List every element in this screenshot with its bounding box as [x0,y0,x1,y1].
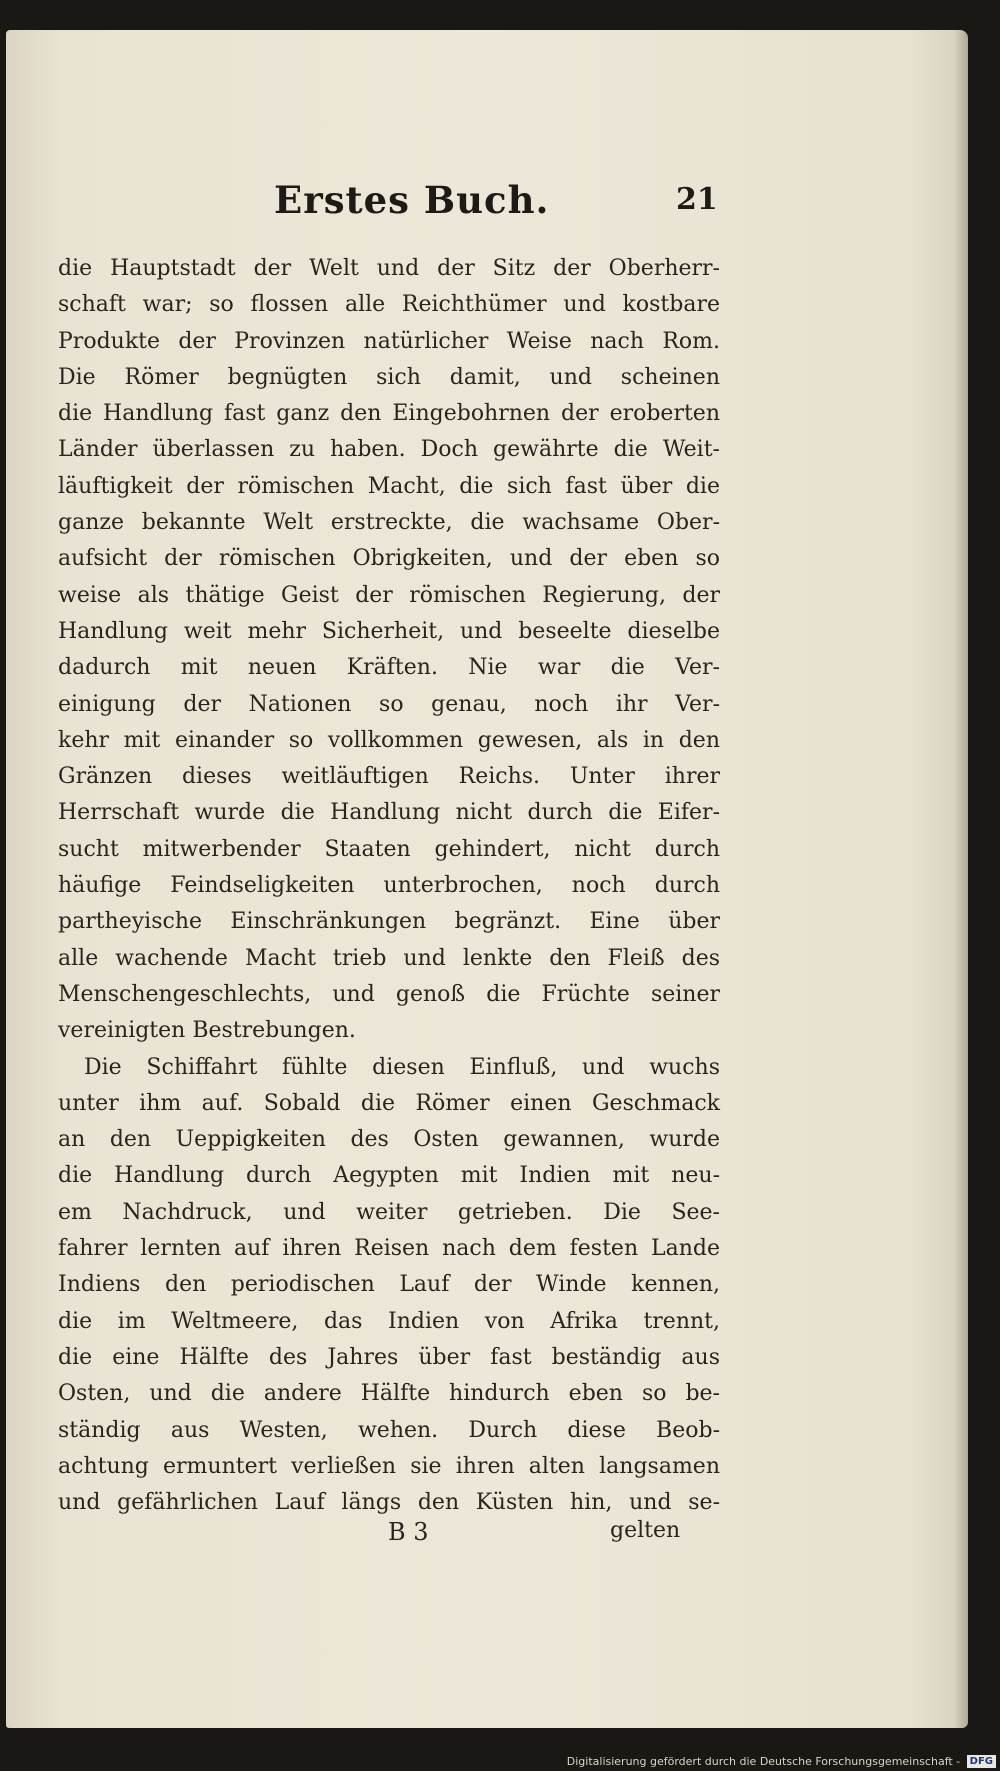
text-line: kehr mit einander so vollkommen gewesen, als in den [58,727,720,753]
text-line: schaft war; so flossen alle Reichthümer und kostbare [58,292,720,318]
page-edge-shadow [954,30,968,1728]
text-line: Herrschaft wurde die Handlung nicht durch die Eifer- [58,800,720,826]
text-line: ganze bekannte Welt erstreckte, die wachsame Ober- [58,510,720,536]
text-line: läuftigkeit der römischen Macht, die sich fast über die [58,473,720,499]
text-line: achtung ermuntert verließen sie ihren alten langsamen [58,1453,720,1479]
text-line: Handlung weit mehr Sicherheit, und beseelte dieselbe [58,618,720,644]
text-line: ständig aus Westen, wehen. Durch diese Beob- [58,1417,720,1443]
text-line: häufige Feindseligkeiten unterbrochen, noch durch [58,873,720,899]
page-footer [6,1518,968,1554]
text-line: alle wachende Macht trieb und lenkte den Fleiß des [58,945,720,971]
text-line: die Handlung fast ganz den Eingebohrnen der eroberten [58,401,720,427]
text-line: Die Schiffahrt fühlte diesen Einfluß, und wuchs [84,1054,720,1080]
text-line: Indiens den periodischen Lauf der Winde kennen, [58,1272,720,1298]
text-line: Menschengeschlechts, und genoß die Früchte seiner [58,981,720,1007]
catchword: gelten [610,1518,681,1543]
page-number: 21 [676,182,718,217]
running-title: Erstes Buch. [274,178,550,222]
text-line: die Hauptstadt der Welt und der Sitz der Oberherr- [58,256,720,281]
text-line: fahrer lernten auf ihren Reisen nach dem festen Lande [58,1236,720,1262]
running-head [6,178,968,228]
text-line: die Handlung durch Aegypten mit Indien mit neu- [58,1163,720,1189]
text-line: die eine Hälfte des Jahres über fast beständig aus [58,1344,720,1370]
signature-mark: B 3 [388,1518,429,1546]
text-line: Gränzen dieses weitläuftigen Reichs. Unter ihrer [58,764,720,790]
text-line: dadurch mit neuen Kräften. Nie war die Ver- [58,655,720,681]
text-line: einigung der Nationen so genau, noch ihr Ver- [58,691,720,717]
text-line: und gefährlichen Lauf längs den Küsten hin, und se- [58,1490,720,1516]
text-line: Produkte der Provinzen natürlicher Weise nach Rom. [58,328,720,354]
text-line: sucht mitwerbender Staaten gehindert, nicht durch [58,836,720,862]
body-text [58,251,720,1521]
text-line: vereinigten Bestrebungen. [58,1018,356,1044]
text-line: em Nachdruck, und weiter getrieben. Die See- [58,1199,720,1225]
text-line: unter ihm auf. Sobald die Römer einen Geschmack [58,1090,720,1116]
book-page [6,30,968,1728]
text-line: partheyische Einschränkungen begränzt. Eine über [58,909,720,935]
text-line: die im Weltmeere, das Indien von Afrika trennt, [58,1308,720,1334]
text-line: aufsicht der römischen Obrigkeiten, und der eben so [58,546,720,572]
text-line: Die Römer begnügten sich damit, und scheinen [58,364,720,390]
credit-text: Digitalisierung gefördert durch die Deutsche Forschungsgemeinschaft - [566,1754,961,1768]
text-line: Länder überlassen zu haben. Doch gewährte die Weit- [58,437,720,463]
text-line: an den Ueppigkeiten des Osten gewannen, wurde [58,1127,720,1153]
digitization-credit [567,1755,996,1769]
text-line: weise als thätige Geist der römischen Regierung, der [58,582,720,608]
dfg-logo-icon: DFG [967,1755,996,1768]
text-line: Osten, und die andere Hälfte hindurch eben so be- [58,1381,720,1407]
